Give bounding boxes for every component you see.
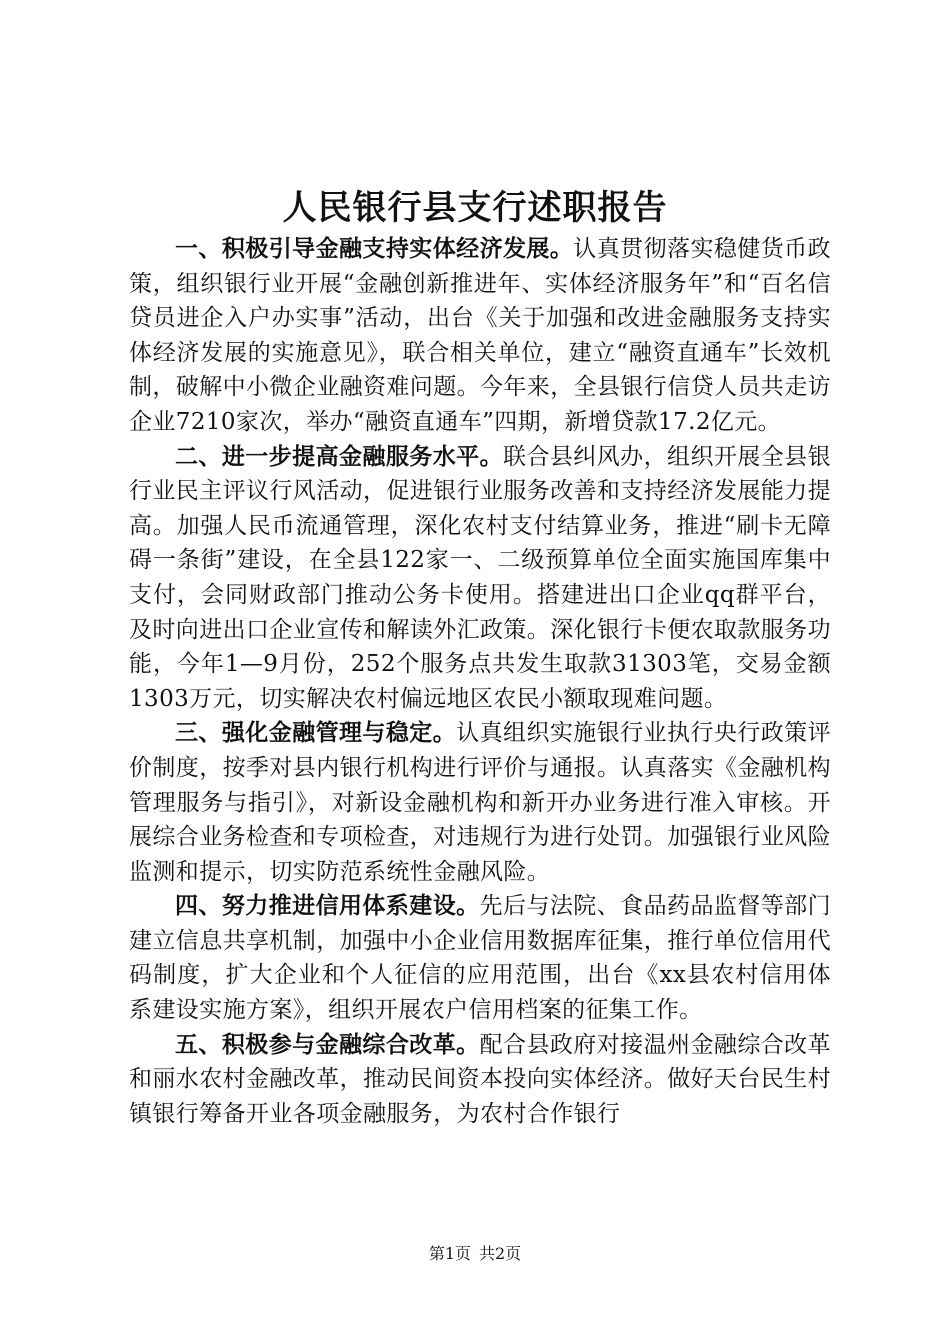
paragraph-text: 配合县政府对接温州金融综合改革和丽水农村金融改革，推动民间资本投向实体经济。做好天台民生村镇银行筹备开业各项金融服务，为农村合作银行 xyxy=(129,1031,832,1127)
paragraph-text: 认真贯彻落实稳健货币政策，组织银行业开展“金融创新推进年、实体经济服务年”和“百名信贷员进企入户办实事”活动，出台《关于加强和改进金融服务支持实体经济发展的实施意见》，联合相关单位，建立“融资直通车”长效机制，破解中小微企业融资难问题。今年来，全县银行信贷人员共走访企业7210家次，举办“融资直通车”四期，新增贷款17.2亿元。 xyxy=(129,236,831,435)
paragraph-1 xyxy=(129,232,831,440)
paragraph-3 xyxy=(129,716,831,889)
paragraph-heading: 二、进一步提高金融服务水平。 xyxy=(175,442,504,470)
document-body xyxy=(129,232,831,1131)
paragraph-text: 先后与法院、食品药品监督等部门建立信息共享机制，加强中小企业信用数据库征集，推行单位信用代码制度，扩大企业和个人征信的应用范围，出台《xx县农村信用体系建设实施方案》，组织开展农户信用档案的征集工作。 xyxy=(129,893,832,1024)
paragraph-heading: 五、积极参与金融综合改革。 xyxy=(175,1030,480,1058)
paragraph-text: 认真组织实施银行业执行央行政策评价制度，按季对县内银行机构进行评价与通报。认真落实《金融机构管理服务与指引》，对新设金融机构和新开办业务进行准入审核。开展综合业务检查和专项检查，对违规行为进行处罚。加强银行业风险监测和提示，切实防范系统性金融风险。 xyxy=(129,720,831,885)
paragraph-2 xyxy=(129,440,831,717)
page-number: 第1页 xyxy=(428,1244,471,1263)
paragraph-heading: 一、积极引导金融支持实体经济发展。 xyxy=(175,235,574,262)
paragraph-heading: 四、努力推进信用体系建设。 xyxy=(175,892,480,920)
page-footer xyxy=(0,1242,950,1266)
paragraph-text: 联合县纠风办，组织开展全县银行业民主评议行风活动，促进银行业服务改善和支持经济发展能力提高。加强人民币流通管理，深化农村支付结算业务，推进“刷卡无障碍一条街”建设，在全县122家一、二级预算单位全面实施国库集中支付，会同财政部门推动公务卡使用。搭建进出口企业qq群平台，及时向进出口企业宣传和解读外汇政策。深化银行卡便农取款服务功能，今年1—9月份，252个服务点共发生取款31303笔，交易金额1303万元，切实解决农村偏远地区农民小额取现难问题。 xyxy=(129,443,831,712)
document-title: 人民银行县支行述职报告 xyxy=(282,188,668,228)
paragraph-heading: 三、强化金融管理与稳定。 xyxy=(175,719,457,747)
page-total: 共2页 xyxy=(479,1244,522,1263)
paragraph-5 xyxy=(129,1028,831,1132)
paragraph-4 xyxy=(129,889,831,1027)
